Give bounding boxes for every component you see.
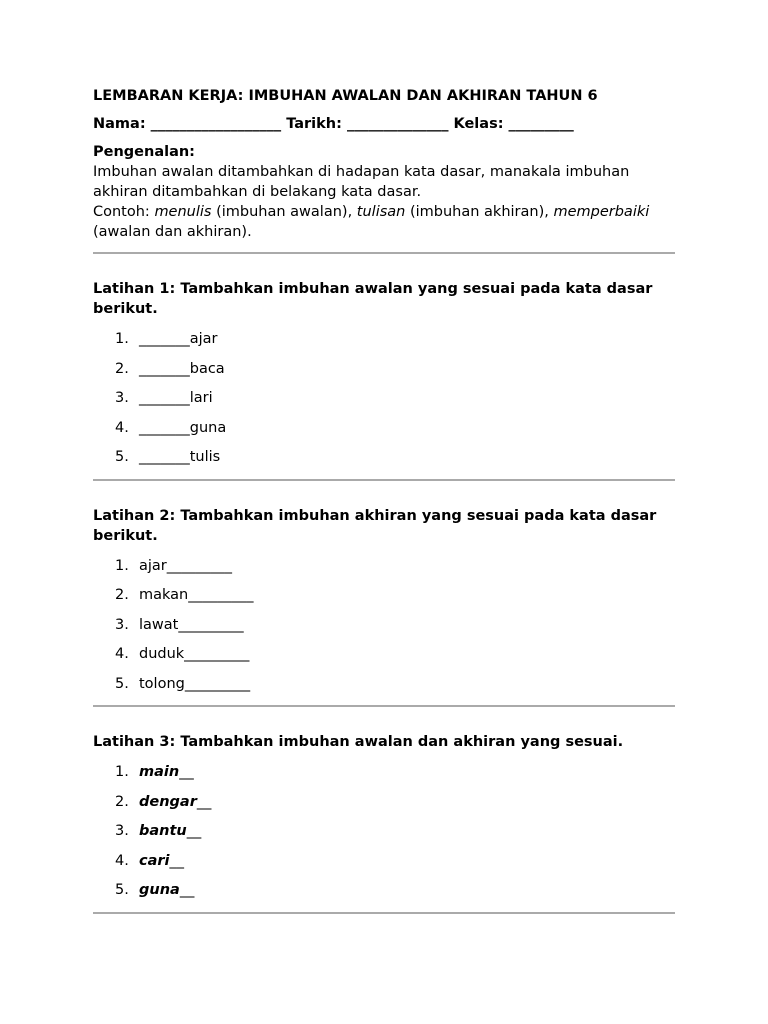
item-text: _______lari xyxy=(139,390,213,406)
item-number: 5. xyxy=(115,882,129,898)
item-blank: __ xyxy=(186,823,202,839)
list-item xyxy=(93,418,675,448)
item-number: 1. xyxy=(115,331,129,347)
item-blank: __ xyxy=(169,852,185,869)
exercise-2 xyxy=(93,506,675,704)
exercise-3-heading: Latihan 3: Tambahkan imbuhan awalan dan akhiran yang sesuai. xyxy=(93,734,624,750)
introduction xyxy=(93,142,675,242)
worksheet-page xyxy=(93,86,675,914)
list-item xyxy=(93,615,675,645)
item-text: _______baca xyxy=(139,360,225,377)
intro-text: Imbuhan awalan ditambahkan di hadapan kata dasar, manakala imbuhan akhiran ditambahkan di belakang kata dasar. xyxy=(93,164,630,200)
list-item xyxy=(93,821,675,851)
example-word-2: tulisan xyxy=(356,204,406,220)
item-text: _______ajar xyxy=(139,331,218,347)
list-item xyxy=(93,674,675,704)
list-item xyxy=(93,556,675,586)
example-note-2: (imbuhan akhiran), xyxy=(405,204,554,220)
item-text: makan_________ xyxy=(139,587,254,603)
item-blank: __ xyxy=(179,882,195,898)
list-item xyxy=(93,447,675,477)
student-info-line: Nama: __________________ Tarikh: ______________ Kelas: _________ xyxy=(93,116,574,132)
list-item xyxy=(93,329,675,359)
list-item xyxy=(93,762,675,792)
exercise-2-list xyxy=(93,556,675,704)
item-text: ajar_________ xyxy=(139,557,233,574)
item-text: duduk_________ xyxy=(139,646,250,662)
item-number: 2. xyxy=(115,587,129,603)
section-divider xyxy=(93,705,675,707)
exercise-1 xyxy=(93,279,675,477)
item-text: _______guna xyxy=(139,419,227,436)
item-number: 5. xyxy=(115,675,129,692)
item-text: _______tulis xyxy=(139,449,221,465)
exercise-1-heading: Latihan 1: Tambahkan imbuhan awalan yang sesuai pada kata dasar berikut. xyxy=(93,281,653,317)
item-word: dengar xyxy=(139,793,197,810)
item-number: 5. xyxy=(115,449,129,465)
exercise-3-list xyxy=(93,762,675,910)
worksheet-title: LEMBARAN KERJA: IMBUHAN AWALAN DAN AKHIRAN TAHUN 6 xyxy=(93,88,598,104)
example-word-1: menulis xyxy=(154,204,212,220)
item-number: 1. xyxy=(115,557,129,574)
exercise-2-heading: Latihan 2: Tambahkan imbuhan akhiran yang sesuai pada kata dasar berikut. xyxy=(93,507,657,544)
item-word: cari xyxy=(139,852,170,869)
item-number: 4. xyxy=(115,852,129,869)
item-text: lawat_________ xyxy=(139,616,244,633)
item-number: 1. xyxy=(115,764,129,780)
item-number: 2. xyxy=(115,793,129,810)
item-number: 3. xyxy=(115,616,129,633)
intro-example xyxy=(93,202,675,242)
section-divider xyxy=(93,479,675,481)
list-item xyxy=(93,851,675,881)
intro-heading: Pengenalan: xyxy=(93,144,195,160)
list-item xyxy=(93,880,675,910)
list-item xyxy=(93,585,675,615)
item-number: 2. xyxy=(115,360,129,377)
item-word: bantu xyxy=(139,823,187,839)
item-word: main xyxy=(139,764,180,780)
item-number: 3. xyxy=(115,390,129,406)
item-blank: __ xyxy=(196,793,212,810)
example-word-3: memperbaiki xyxy=(553,204,650,220)
item-blank: __ xyxy=(179,764,194,780)
list-item xyxy=(93,388,675,418)
item-number: 4. xyxy=(115,419,129,436)
item-word: guna xyxy=(139,882,180,898)
example-note-1: (imbuhan awalan), xyxy=(211,204,357,220)
item-number: 3. xyxy=(115,823,129,839)
section-divider xyxy=(93,912,675,914)
exercise-1-list xyxy=(93,329,675,477)
example-prefix: Contoh: xyxy=(93,204,155,220)
list-item xyxy=(93,359,675,389)
list-item xyxy=(93,792,675,822)
exercise-3 xyxy=(93,732,675,910)
section-divider xyxy=(93,252,675,254)
example-note-3: (awalan dan akhiran). xyxy=(93,224,252,240)
item-number: 4. xyxy=(115,646,129,662)
item-text: tolong_________ xyxy=(139,675,251,692)
list-item xyxy=(93,644,675,674)
